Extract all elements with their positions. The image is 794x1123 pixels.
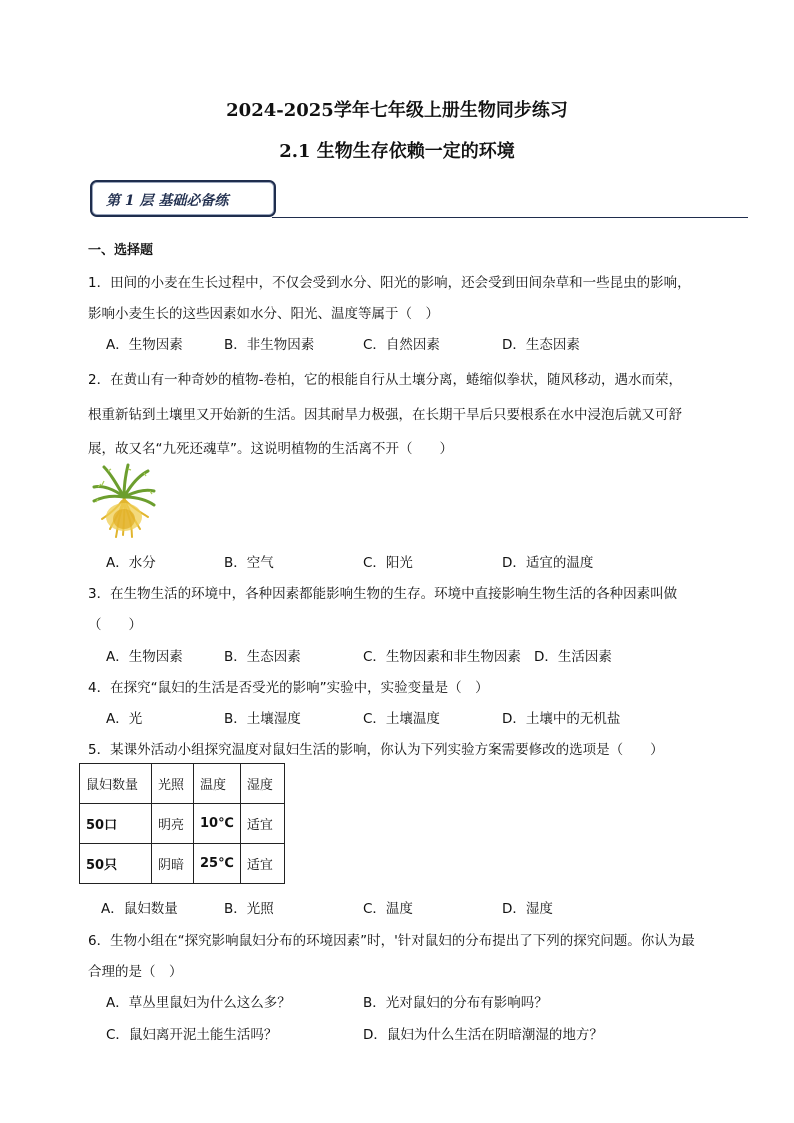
table-header-cell: 光照 (152, 764, 194, 804)
question-6-option-d: D．鼠妇为什么生活在阴暗潮湿的地方？ (363, 1027, 603, 1043)
question-1-option-d: D．生态因素 (502, 337, 580, 353)
section-heading: 一、选择题 (88, 243, 154, 258)
question-3-option-a: A．生物因素 (106, 649, 183, 665)
question-6-line-2: 合理的是（ ） (88, 964, 183, 980)
question-2-line-3: 展，故又名“九死还魂草”。这说明植物的生活离不开（ ） (88, 441, 453, 457)
document-title: 2024-2025学年七年级上册生物同步练习 (226, 100, 568, 121)
question-5-line-1: 5．某课外活动小组探究温度对鼠妇生活的影响，你认为下列实验方案需要修改的选项是（ ） (88, 742, 664, 758)
table-header-cell: 温度 (194, 764, 241, 804)
table-row (80, 844, 285, 884)
question-3-option-b: B．生态因素 (224, 649, 301, 665)
question-3-line-2: （ ） (88, 617, 142, 633)
question-1-option-b: B．非生物因素 (224, 337, 315, 353)
table-cell: 25℃ (194, 844, 241, 884)
question-6-option-a: A．草丛里鼠妇为什么这么多？ (106, 995, 291, 1011)
level-banner (90, 180, 276, 217)
question-2-line-1: 2．在黄山有一种奇妙的植物-卷柏，它的根能自行从土壤分离，蜷缩似拳状，随风移动，遇水而荣， (88, 372, 682, 388)
table-header-row (80, 764, 285, 804)
table-cell: 明亮 (152, 804, 194, 844)
table-row (80, 804, 285, 844)
experiment-table (79, 763, 285, 884)
question-4-option-b: B．土壤湿度 (224, 711, 301, 727)
question-5-option-c: C．温度 (363, 901, 413, 917)
question-5-option-d: D．湿度 (502, 901, 553, 917)
question-4-option-d: D．土壤中的无机盐 (502, 711, 621, 727)
question-2-option-d: D．适宜的温度 (502, 555, 594, 571)
selaginella-plant-icon (88, 463, 160, 539)
table-cell: 阴暗 (152, 844, 194, 884)
question-3-option-d: D．生活因素 (534, 649, 612, 665)
question-5-option-a: A．鼠妇数量 (101, 901, 178, 917)
table-cell: 50只 (80, 844, 152, 884)
question-6-option-c: C．鼠妇离开泥土能生活吗？ (106, 1027, 278, 1043)
level-banner-label: 第 1 层 基础必备练 (106, 193, 229, 209)
question-1-line-1: 1．田间的小麦在生长过程中，不仅会受到水分、阳光的影响，还会受到田间杂草和一些昆虫的影响， (88, 275, 691, 291)
question-3-line-1: 3．在生物生活的环境中，各种因素都能影响生物的生存。环境中直接影响生物生活的各种因素叫做 (88, 586, 678, 602)
question-6-option-b: B．光对鼠妇的分布有影响吗？ (363, 995, 548, 1011)
question-2-line-2: 根重新钻到土壤里又开始新的生活。因其耐旱力极强，在长期干旱后只要根系在水中浸泡后就又可舒 (88, 407, 682, 423)
question-6-line-1: 6．生物小组在“探究影响鼠妇分布的环境因素”时，'针对鼠妇的分布提出了下列的探究问题。你认为最 (88, 933, 695, 949)
table-header-cell: 湿度 (240, 764, 284, 804)
question-3-option-c: C．生物因素和非生物因素 (363, 649, 521, 665)
question-1-line-2: 影响小麦生长的这些因素如水分、阳光、温度等属于（ ） (88, 306, 439, 322)
table-header-cell: 鼠妇数量 (80, 764, 152, 804)
question-1-option-a: A．生物因素 (106, 337, 183, 353)
question-2-option-b: B．空气 (224, 555, 274, 571)
table-cell: 适宜 (240, 804, 284, 844)
document-subtitle: 2.1 生物生存依赖一定的环境 (279, 141, 515, 162)
table-cell: 50口 (80, 804, 152, 844)
question-5-option-b: B．光照 (224, 901, 274, 917)
question-4-line-1: 4．在探究“鼠妇的生活是否受光的影响”实验中，实验变量是（ ） (88, 680, 489, 696)
table-cell: 适宜 (240, 844, 284, 884)
question-2-option-a: A．水分 (106, 555, 156, 571)
question-2-option-c: C．阳光 (363, 555, 413, 571)
header-rule (272, 217, 748, 218)
question-4-option-c: C．土壤温度 (363, 711, 440, 727)
question-1-option-c: C．自然因素 (363, 337, 440, 353)
table-cell: 10℃ (194, 804, 241, 844)
question-4-option-a: A．光 (106, 711, 143, 727)
